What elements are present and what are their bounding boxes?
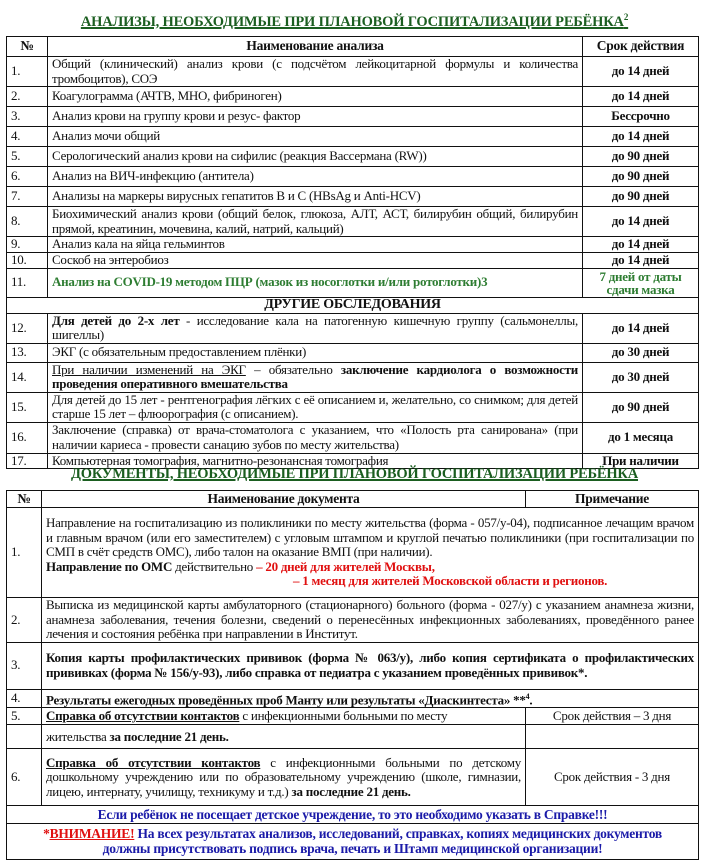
row-num: 5.: [7, 708, 42, 725]
text-part: Результаты ежегодных проведённых проб Манту или результаты «Диаскинтеста» **: [46, 691, 526, 707]
table-row: [7, 343, 699, 362]
attention-row: [7, 824, 699, 860]
table-row-continued: [7, 725, 699, 749]
row-num: 8.: [7, 207, 48, 237]
footnote-mark: 4: [525, 691, 530, 701]
row-num: 6.: [7, 749, 42, 806]
row-text: [42, 689, 699, 708]
row-name: Компьютерная томография, магнитно-резонансная томография: [48, 453, 583, 469]
table-row: [7, 508, 699, 598]
row-term: до 14 дней: [583, 237, 699, 253]
row-term: до 1 месяца: [583, 422, 699, 453]
bold-part: за последние 21 день.: [109, 728, 229, 744]
row-term: При наличии: [583, 453, 699, 469]
row-name: Анализ на ВИЧ-инфекцию (антитела): [48, 167, 583, 187]
empty-cell: [526, 725, 699, 749]
row-num: 16.: [7, 422, 48, 453]
text-part: жительства: [46, 728, 110, 744]
table-row: [7, 187, 699, 207]
row-num: 3.: [7, 107, 48, 127]
row-term: до 30 дней: [583, 362, 699, 392]
section-row: [7, 297, 699, 313]
table-row: [7, 167, 699, 187]
row-num: 9.: [7, 237, 48, 253]
text-part: действительно: [172, 558, 257, 574]
row-num: 10.: [7, 252, 48, 268]
row-num: 13.: [7, 343, 48, 362]
row-num: 2.: [7, 87, 48, 107]
text-part: – обязательно: [245, 361, 341, 377]
row-num: 5.: [7, 147, 48, 167]
table-row: [7, 252, 699, 268]
text-part: с инфекционными больными по детскому дошкольному учреждению или по образовательному учреждению (школе, гимназии, лицею, интернату, училищу, техникуму и т.д.): [46, 754, 521, 799]
red-part: – 1 месяц для жителей Московской области и регионов.: [293, 573, 608, 589]
row-num: 12.: [7, 313, 48, 343]
row-num: 2.: [7, 598, 42, 643]
row-num: 14.: [7, 362, 48, 392]
row-term: до 90 дней: [583, 392, 699, 422]
row-term: Бессрочно: [583, 107, 699, 127]
bold-part: за последние 21 день.: [291, 783, 411, 799]
row-note: Срок действия - 3 дня: [526, 749, 699, 806]
table-row: [7, 598, 699, 643]
row-num: 1.: [7, 57, 48, 87]
text-part: .: [529, 691, 533, 707]
note-row: [7, 806, 699, 824]
row-name: Анализы на маркеры вирусных гепатитов В и С (HBsAg и Anti-HCV): [48, 187, 583, 207]
row-name: Заключение (справка) от врача-стоматолога с указанием, что «Полость рта санирована» (при наличии кариеса - провести санацию зубов по месту жительства): [48, 422, 583, 453]
table-row: [7, 127, 699, 147]
row-term: до 90 дней: [583, 147, 699, 167]
table-row: [7, 57, 699, 87]
row-name: Анализ на COVID-19 методом ПЦР (мазок из носоглотки и/или ротоглотки)3: [48, 268, 583, 297]
analyses-table: [6, 36, 699, 469]
row-num: 1.: [7, 508, 42, 598]
row-num: 7.: [7, 187, 48, 207]
row-num: 15.: [7, 392, 48, 422]
underlined-part: Справка об отсутствии контактов: [46, 754, 261, 770]
table-row: [7, 689, 699, 708]
table-row: [7, 107, 699, 127]
row-name: Биохимический анализ крови (общий белок, глюкоза, АЛТ, АСТ, билирубин общий, билирубин прямой, креатинин, мочевина, калий, натрий, кальций): [48, 207, 583, 237]
table-row: [7, 642, 699, 689]
row-term: до 30 дней: [583, 343, 699, 362]
red-part: – 20 дней для жителей Москвы,: [256, 558, 435, 574]
underlined-part: Справка об отсутствии контактов: [46, 708, 240, 724]
col-note: Примечание: [526, 491, 699, 508]
row-name: Анализ крови на группу крови и резус- фактор: [48, 107, 583, 127]
row-term: до 90 дней: [583, 167, 699, 187]
blue-note: Если ребёнок не посещает детское учреждение, то это необходимо указать в Справке!!!: [7, 806, 699, 824]
row-text: [42, 725, 526, 749]
table-row: [7, 708, 699, 725]
col-num: №: [7, 491, 42, 508]
row-name: [48, 362, 583, 392]
other-title: ДРУГИЕ ОБСЛЕДОВАНИЯ: [7, 297, 699, 313]
analyses-title: АНАЛИЗЫ, НЕОБХОДИМЫЕ ПРИ ПЛАНОВОЙ ГОСПИТАЛИЗАЦИИ РЕБЁНКА$^2$: [80, 12, 629, 30]
table-header: [7, 37, 699, 57]
table-row: [7, 147, 699, 167]
row-term: до 14 дней: [583, 57, 699, 87]
documents-table: [6, 490, 699, 860]
row-term: до 14 дней: [583, 207, 699, 237]
bold-part: Для детей до 2-х лет: [52, 312, 180, 328]
row-num: 4.: [7, 127, 48, 147]
row-term: до 14 дней: [583, 127, 699, 147]
table-row: [7, 749, 699, 806]
row-name: Общий (клинический) анализ крови (с подсчётом лейкоцитарной формулы и количества тромбоцитов), СОЭ: [48, 57, 583, 87]
col-term: Срок действия: [583, 37, 699, 57]
row-term: до 90 дней: [583, 187, 699, 207]
text-part: с инфекционными больными по месту: [239, 708, 448, 724]
row-term: до 14 дней: [583, 313, 699, 343]
underlined-part: При наличии изменений на ЭКГ: [52, 361, 246, 377]
row-name: Для детей до 15 лет - рентгенография лёгких с её описанием и, желательно, со снимком; для детей старше 15 лет – флюорография (с описанием).: [48, 392, 583, 422]
table-header: [7, 491, 699, 508]
table-row: [7, 362, 699, 392]
text-part: - исследование кала на патогенную кишечную группу (сальмонеллы, шигеллы): [52, 312, 578, 342]
bold-part: Направление по ОМС: [46, 558, 173, 574]
table-row: [7, 268, 699, 297]
attention-note: [7, 824, 699, 860]
row-name: ЭКГ (с обязательным предоставлением плёнки): [48, 343, 583, 362]
row-term: до 14 дней: [583, 87, 699, 107]
bold-part: заключение кардиолога о возможности проведения оперативного вмешательства: [52, 361, 578, 391]
attention-label: ВНИМАНИЕ!: [49, 826, 135, 842]
row-num: 3.: [7, 642, 42, 689]
row-name: Анализ мочи общий: [48, 127, 583, 147]
table-row: [7, 87, 699, 107]
row-text: [42, 508, 699, 598]
row-num: 17.: [7, 453, 48, 469]
row-term: до 14 дней: [583, 252, 699, 268]
table-row: [7, 207, 699, 237]
row-name: [48, 313, 583, 343]
row-text: Выписка из медицинской карты амбулаторного (стационарного) больного (форма - 027/у) с указанием анамнеза жизни, анамнеза заболевания, течения болезни, сведений о перенесённых инфекционных заболеваниях, проведённого ранее лечения и состояния ребёнка при направлении в Институт.: [42, 598, 699, 643]
asterisk: *: [43, 826, 50, 842]
attention-text: На всех результатах анализов, исследований, справках, копиях медицинских документов должны присутствовать подпись врача, печать и Штамп медицинской организации!: [102, 826, 662, 856]
row-note: Срок действия – 3 дня: [526, 708, 699, 725]
table-row: [7, 392, 699, 422]
row-term: 7 дней от даты сдачи мазка: [583, 268, 699, 297]
empty-cell: [7, 725, 42, 749]
row-num: 4.: [7, 689, 42, 708]
documents-title: ДОКУМЕНТЫ, НЕОБХОДИМЫЕ ПРИ ПЛАНОВОЙ ГОСПИТАЛИЗАЦИИ РЕБЁНКА: [70, 466, 639, 482]
row-name: Анализ кала на яйца гельминтов: [48, 237, 583, 253]
row-num: 11.: [7, 268, 48, 297]
col-num: №: [7, 37, 48, 57]
table-row: [7, 313, 699, 343]
row-name: Соскоб на энтеробиоз: [48, 252, 583, 268]
row-text: [42, 708, 526, 725]
col-name: Наименование анализа: [48, 37, 583, 57]
row-text: Копия карты профилактических прививок (форма № 063/у), либо копия сертификата о профилактических прививках (форма № 156/у-93), либо справка от педиатра с указанием проведённых прививок*.: [42, 642, 699, 689]
table-row: [7, 422, 699, 453]
row-num: 6.: [7, 167, 48, 187]
col-name: Наименование документа: [42, 491, 526, 508]
text-part: Направление на госпитализацию из поликлиники по месту жительства (форма - 057/у-04), подписанное лечащим врачом и главным врачом (или его заместителем) с угловым штампом и круглой печатью поликлиники (при госпитализации по СМП в счёт средств ОМС), либо талон на оказание ВМП (при наличии).: [46, 515, 694, 560]
row-text: [42, 749, 526, 806]
table-row: [7, 237, 699, 253]
row-name: Коагулограмма (АЧТВ, МНО, фибриноген): [48, 87, 583, 107]
row-name: Серологический анализ крови на сифилис (реакция Вассермана (RW)): [48, 147, 583, 167]
